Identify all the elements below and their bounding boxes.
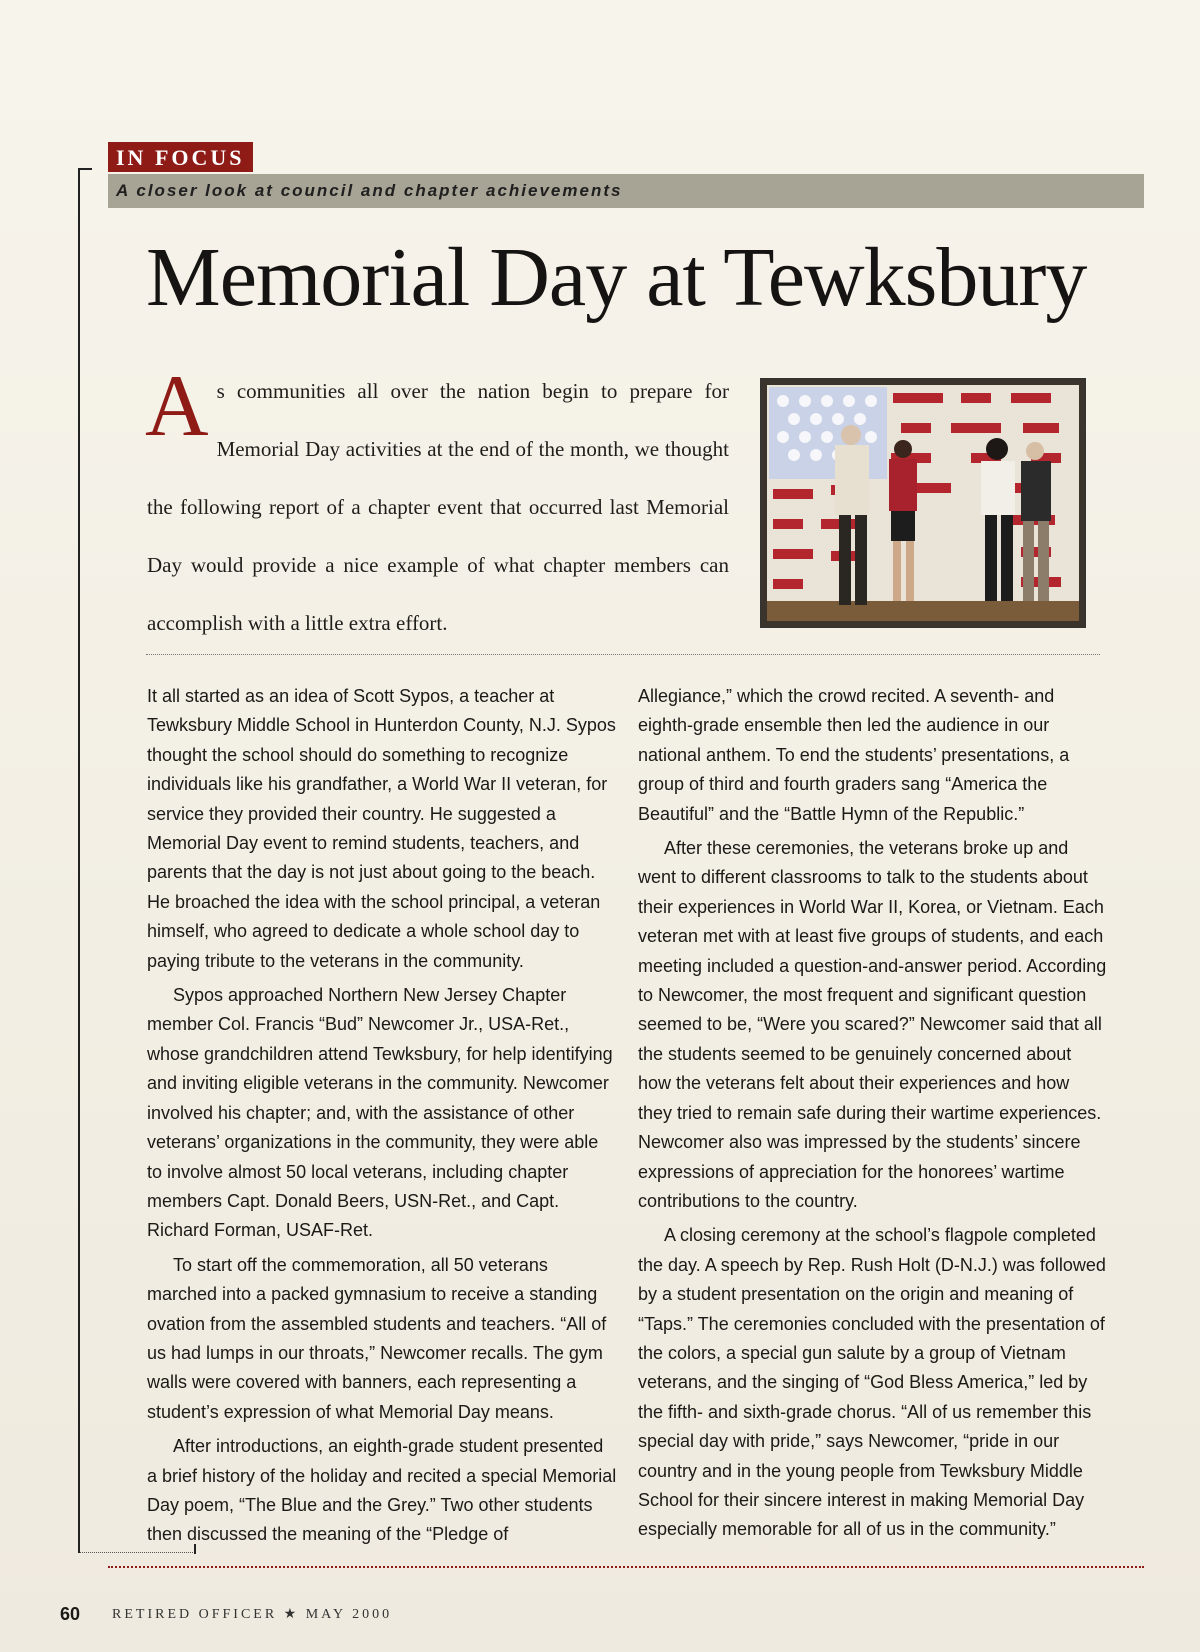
bottom-margin-rule xyxy=(80,1552,195,1554)
drop-cap: A xyxy=(145,358,209,455)
article-title: Memorial Day at Tewksbury xyxy=(146,231,1087,324)
article-column-right xyxy=(638,682,1108,1545)
left-margin-rule xyxy=(78,168,80,1553)
paragraph: Allegiance,” which the crowd recited. A seventh- and eighth-grade ensemble then led the audience in our national anthem. To end the students’ presentations, a group of third and fourth graders sang “America the Beautiful” and the “Battle Hymn of the Republic.” xyxy=(638,686,1070,824)
intro-divider xyxy=(146,654,1100,655)
intro-text: s communities all over the nation begin to prepare for Memorial Day activities at the end of the month, we thought the following report of a chapter event that occurred last Memorial Day would provide a nice example of what chapter members can accomplish with a little extra effort. xyxy=(147,379,729,635)
paragraph: Sypos approached Northern New Jersey Chapter member Col. Francis “Bud” Newcomer Jr., USA-Ret., whose grandchildren attend Tewksbury, for help identifying and inviting eligible veterans in the community. Newcomer involved his chapter; and, with the assistance of other veterans’ organizations in the community, they were able to involve almost 50 local veterans, including chapter members Capt. Donald Beers, USN-Ret., and Capt. Richard Forman, USAF-Ret. xyxy=(147,985,613,1241)
section-kicker: IN FOCUS xyxy=(108,142,253,172)
running-footer: RETIRED OFFICER ★ MAY 2000 xyxy=(112,1607,393,1622)
paragraph: To start off the commemoration, all 50 veterans marched into a packed gymnasium to receive a standing ovation from the assembled students and teachers. “All of us had lumps in our throats,” Newcomer recalls. The gym walls were covered with banners, each representing a student’s expression of what Memorial Day means. xyxy=(147,1254,607,1422)
paragraph: It all started as an idea of Scott Sypos, a teacher at Tewksbury Middle School in Hunterdon County, N.J. Sypos thought the school should do something to recognize individuals like his grandfather, a World War II veteran, for service they provided their country. He suggested a Memorial Day event to remind students, teachers, and parents that the day is not just about going to the beach. He broached the idea with the school principal, a veteran himself, who agreed to dedicate a whole school day to paying tribute to the veterans in the community. xyxy=(147,686,616,971)
page-number: 60 xyxy=(60,1604,81,1624)
paragraph: After these ceremonies, the veterans broke up and went to different classrooms to talk to the students about their experiences in World War II, Korea, or Vietnam. Each veteran met with at least five groups of students, and each meeting included a question-and-answer period. According to Newcomer, the most frequent and significant question seemed to be, “Were you scared?” Newcomer said that all the students seemed to be genuinely concerned about how the veterans felt about their experiences and how they tried to remain safe during their wartime experiences. Newcomer also was impressed by the students’ sincere expressions of appreciation for the honorees’ wartime contributions to the country. xyxy=(638,838,1107,1211)
photo-veterans-flag-banner-icon xyxy=(760,378,1086,628)
bottom-margin-tick xyxy=(194,1544,196,1554)
paragraph: After introductions, an eighth-grade student presented a brief history of the holiday and recited a special Memorial Day poem, “The Blue and the Grey.” Two other students then discussed the meaning of the “Pledge of xyxy=(147,1436,617,1545)
section-subtitle: A closer look at council and chapter achievements xyxy=(108,174,1144,208)
left-margin-tick xyxy=(80,168,92,170)
article-intro xyxy=(145,358,729,652)
article-column-left xyxy=(147,682,617,1550)
paragraph: A closing ceremony at the school’s flagpole completed the day. A speech by Rep. Rush Holt (D-N.J.) was followed by a student presentation on the origin and meaning of “Taps.” The ceremonies concluded with the presentation of the colors, a special gun salute by a group of Vietnam veterans, and the singing of “God Bless America,” led by the fifth- and sixth-grade chorus. “All of us remember this special day with pride,” says Newcomer, “pride in our country and in the young people from Tewksbury Middle School for their sincere interest in making Memorial Day especially memorable for all of us in the community.” xyxy=(638,1225,1106,1540)
footer-divider xyxy=(108,1566,1144,1568)
